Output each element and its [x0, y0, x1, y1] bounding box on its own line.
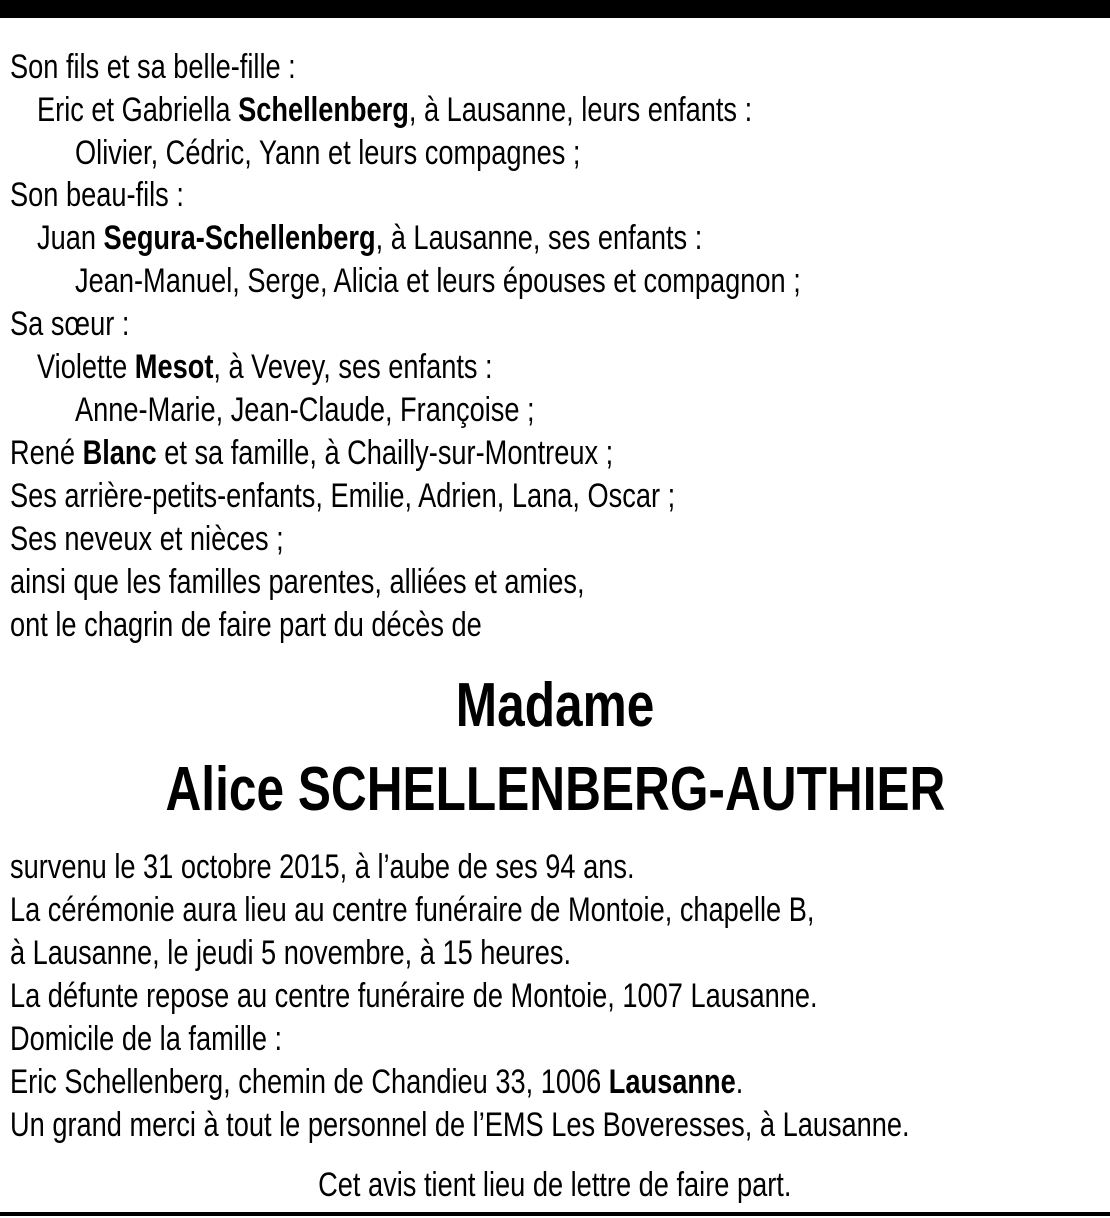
line-text: Jean-Manuel, Serge, Alicia et leurs épouses et compagnon ;: [75, 262, 801, 300]
detail-line: [10, 1104, 910, 1147]
line-text: et sa famille, à Chailly-sur-Montreux ;: [156, 434, 614, 472]
line-text: Violette: [37, 348, 135, 386]
detail-line: [10, 846, 635, 889]
family-line: [75, 132, 580, 175]
line-text: Ses arrière-petits-enfants, Emilie, Adrien, Lana, Oscar ;: [10, 477, 676, 515]
line-text: Eric Schellenberg, chemin de Chandieu 33, 1006: [10, 1063, 609, 1101]
line-text: Anne-Marie, Jean-Claude, Françoise ;: [75, 391, 535, 429]
line-text: Domicile de la famille :: [10, 1020, 283, 1058]
detail-line: [10, 1061, 743, 1104]
line-text: René: [10, 434, 83, 472]
line-text: Ses neveux et nièces ;: [10, 520, 284, 558]
line-text: Eric et Gabriella: [37, 91, 239, 129]
top-border-bar: [0, 0, 1110, 18]
family-line: [37, 217, 702, 260]
deceased-name: [0, 752, 1110, 828]
line-text: , à Lausanne, leurs enfants :: [408, 91, 753, 129]
family-line: [10, 518, 284, 561]
family-line: [10, 174, 184, 217]
line-text: à Lausanne, le jeudi 5 novembre, à 15 heures.: [10, 934, 572, 972]
family-line: [10, 604, 482, 647]
line-text: , à Vevey, ses enfants :: [213, 348, 493, 386]
family-surname: Segura-Schellenberg: [103, 219, 376, 257]
line-text: survenu le 31 octobre 2015, à l’aube de ses 94 ans.: [10, 848, 635, 886]
line-text: La défunte repose au centre funéraire de Montoie, 1007 Lausanne.: [10, 977, 818, 1015]
family-line: [10, 46, 296, 89]
family-line: [10, 561, 585, 604]
deceased-title: [0, 668, 1110, 744]
line-text: ont le chagrin de faire part du décès de: [10, 606, 482, 644]
line-text: Un grand merci à tout le personnel de l’EMS Les Boveresses, à Lausanne.: [10, 1106, 910, 1144]
detail-line: [10, 1018, 282, 1061]
detail-line: [10, 975, 818, 1018]
family-surname: Schellenberg: [238, 91, 409, 129]
line-text: Son fils et sa belle-fille :: [10, 48, 296, 86]
bottom-border-rule: [0, 1212, 1110, 1216]
detail-line: [10, 889, 814, 932]
family-line: [75, 260, 801, 303]
line-text: Son beau-fils :: [10, 176, 184, 214]
line-text: ainsi que les familles parentes, alliées et amies,: [10, 563, 585, 601]
deceased-name-text: Alice SCHELLENBERG-AUTHIER: [165, 755, 945, 824]
city-bold: Lausanne: [608, 1063, 736, 1101]
family-line: [10, 432, 613, 475]
family-line: [10, 303, 129, 346]
line-text: Juan: [37, 219, 104, 257]
family-line: [37, 346, 493, 389]
line-text: .: [735, 1063, 744, 1101]
closing-note: [0, 1164, 1110, 1207]
detail-line: [10, 932, 571, 975]
family-line: [75, 389, 535, 432]
family-surname: Mesot: [134, 348, 214, 386]
deceased-title-text: Madame: [455, 671, 655, 740]
family-line: [37, 89, 752, 132]
closing-note-text: Cet avis tient lieu de lettre de faire part.: [318, 1166, 792, 1204]
family-line: [10, 475, 675, 518]
family-surname: Blanc: [82, 434, 157, 472]
line-text: Olivier, Cédric, Yann et leurs compagnes ;: [75, 134, 581, 172]
line-text: , à Lausanne, ses enfants :: [375, 219, 703, 257]
line-text: Sa sœur :: [10, 305, 130, 343]
line-text: La cérémonie aura lieu au centre funéraire de Montoie, chapelle B,: [10, 891, 815, 929]
